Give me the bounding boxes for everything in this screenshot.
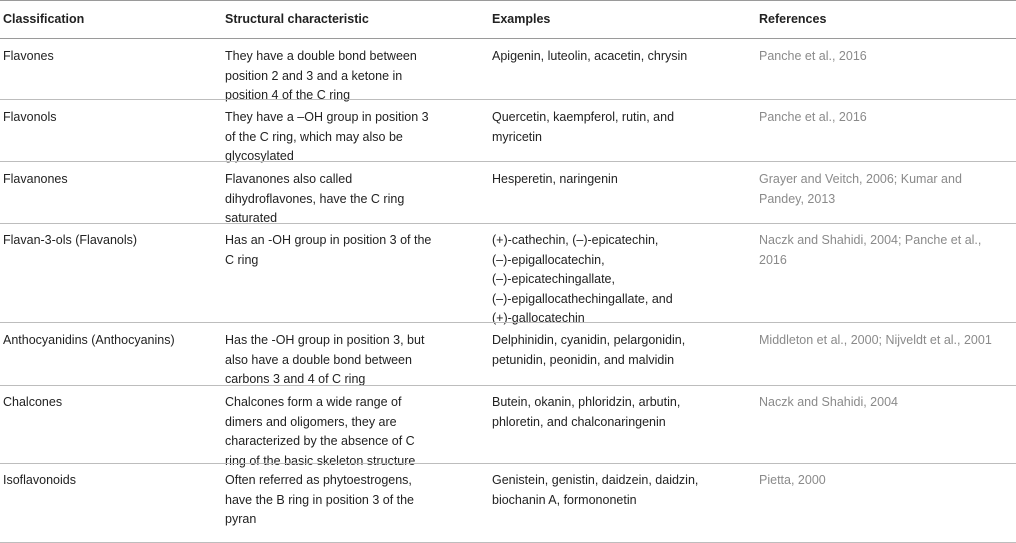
- row-divider: [0, 322, 1016, 323]
- cell-classification-line: Anthocyanidins (Anthocyanins): [3, 333, 175, 347]
- cell-references-line: 2016: [759, 252, 787, 267]
- cell-examples-line: Delphinidin, cyanidin, pelargonidin,: [492, 333, 686, 347]
- cell-classification-line: Isoflavonoids: [3, 473, 76, 487]
- cell-structural-characteristic-line: Has an -OH group in position 3 of the: [225, 233, 432, 247]
- cell-structural-characteristic-line: ring of the basic skeleton structure: [225, 453, 416, 468]
- cell-examples: [492, 331, 742, 370]
- cell-structural-characteristic-line: saturated: [225, 211, 278, 225]
- cell-references-line: Grayer and Veitch, 2006; Kumar and: [759, 172, 962, 186]
- cell-structural-characteristic-line: dimers and oligomers, they are: [225, 414, 397, 429]
- cell-classification: [3, 47, 218, 67]
- cell-examples-line: petunidin, peonidin, and malvidin: [492, 352, 675, 367]
- cell-classification-line: Flavanones: [3, 172, 68, 186]
- cell-references: [759, 231, 1016, 270]
- cell-structural-characteristic-line: glycosylated: [225, 149, 294, 163]
- cell-structural-characteristic-line: position 4 of the C ring: [225, 88, 351, 102]
- cell-examples-line: (–)-epigallocathechingallate, and: [492, 291, 673, 306]
- cell-structural-characteristic-line: also have a double bond between: [225, 352, 412, 367]
- row-divider: [0, 161, 1016, 162]
- cell-references-line: Pandey, 2013: [759, 191, 836, 206]
- cell-classification: [3, 331, 218, 351]
- cell-examples-line: Hesperetin, naringenin: [492, 172, 618, 186]
- cell-examples-line: Genistein, genistin, daidzein, daidzin,: [492, 473, 699, 487]
- cell-structural-characteristic-line: carbons 3 and 4 of C ring: [225, 372, 366, 386]
- cell-references: [759, 47, 1016, 67]
- cell-structural-characteristic-line: C ring: [225, 252, 259, 267]
- cell-examples: [492, 108, 742, 147]
- cell-classification: [3, 471, 218, 491]
- cell-references: [759, 471, 1016, 491]
- cell-examples-line: phloretin, and chalconaringenin: [492, 414, 666, 429]
- cell-examples-line: (+)-cathechin, (–)-epicatechin,: [492, 233, 659, 247]
- header-classification: Classification: [3, 12, 85, 26]
- cell-structural-characteristic-line: Flavanones also called: [225, 172, 353, 186]
- cell-structural-characteristic-line: Chalcones form a wide range of: [225, 395, 402, 409]
- header-references: References: [759, 12, 827, 26]
- cell-references-line: Naczk and Shahidi, 2004: [759, 395, 898, 409]
- cell-structural-characteristic: [225, 331, 475, 390]
- cell-structural-characteristic: [225, 471, 475, 530]
- cell-classification: [3, 393, 218, 413]
- cell-structural-characteristic-line: Often referred as phytoestrogens,: [225, 473, 412, 487]
- header-rule: [0, 38, 1016, 39]
- cell-classification: [3, 108, 218, 128]
- cell-examples-line: biochanin A, formononetin: [492, 492, 637, 507]
- header-structural-characteristic: Structural characteristic: [225, 12, 369, 26]
- cell-examples-line: myricetin: [492, 129, 543, 144]
- cell-references-line: Naczk and Shahidi, 2004; Panche et al.,: [759, 233, 982, 247]
- cell-structural-characteristic-line: have the B ring in position 3 of the: [225, 492, 415, 507]
- cell-classification-line: Flavan-3-ols (Flavanols): [3, 233, 138, 247]
- cell-classification-line: Flavones: [3, 49, 54, 63]
- cell-references: [759, 170, 1016, 209]
- cell-references-line: Panche et al., 2016: [759, 49, 867, 63]
- cell-examples-line: (+)-gallocatechin: [492, 311, 585, 325]
- cell-examples: [492, 47, 742, 67]
- cell-classification: [3, 170, 218, 190]
- cell-structural-characteristic: [225, 231, 475, 270]
- cell-structural-characteristic-line: of the C ring, which may also be: [225, 129, 403, 144]
- top-rule: [0, 0, 1016, 1]
- cell-structural-characteristic-line: characterized by the absence of C: [225, 434, 415, 448]
- cell-examples-line: Butein, okanin, phloridzin, arbutin,: [492, 395, 681, 409]
- cell-examples: [492, 170, 742, 190]
- cell-examples: [492, 393, 742, 432]
- cell-examples-line: Apigenin, luteolin, acacetin, chrysin: [492, 49, 688, 63]
- cell-structural-characteristic-line: They have a –OH group in position 3: [225, 110, 429, 124]
- cell-structural-characteristic-line: dihydroflavones, have the C ring: [225, 191, 405, 206]
- cell-references: [759, 331, 1016, 351]
- row-divider: [0, 385, 1016, 386]
- cell-references-line: Panche et al., 2016: [759, 110, 867, 124]
- cell-structural-characteristic: [225, 393, 475, 471]
- cell-examples: [492, 231, 742, 329]
- cell-structural-characteristic-line: position 2 and 3 and a ketone in: [225, 68, 403, 83]
- cell-references-line: Pietta, 2000: [759, 473, 826, 487]
- header-examples: Examples: [492, 12, 551, 26]
- cell-classification-line: Chalcones: [3, 395, 63, 409]
- cell-references: [759, 108, 1016, 128]
- cell-structural-characteristic-line: They have a double bond between: [225, 49, 417, 63]
- cell-structural-characteristic: [225, 108, 475, 167]
- cell-structural-characteristic: [225, 170, 475, 229]
- row-divider: [0, 99, 1016, 100]
- row-divider: [0, 463, 1016, 464]
- cell-examples-line: Quercetin, kaempferol, rutin, and: [492, 110, 675, 124]
- cell-structural-characteristic-line: Has the -OH group in position 3, but: [225, 333, 425, 347]
- cell-classification: [3, 231, 218, 251]
- row-divider: [0, 223, 1016, 224]
- cell-classification-line: Flavonols: [3, 110, 57, 124]
- cell-structural-characteristic-line: pyran: [225, 512, 257, 526]
- cell-references: [759, 393, 1016, 413]
- cell-examples-line: (–)-epicatechingallate,: [492, 272, 615, 286]
- cell-structural-characteristic: [225, 47, 475, 106]
- cell-examples-line: (–)-epigallocatechin,: [492, 252, 605, 267]
- cell-references-line: Middleton et al., 2000; Nijveldt et al., 2001: [759, 333, 992, 347]
- cell-examples: [492, 471, 742, 510]
